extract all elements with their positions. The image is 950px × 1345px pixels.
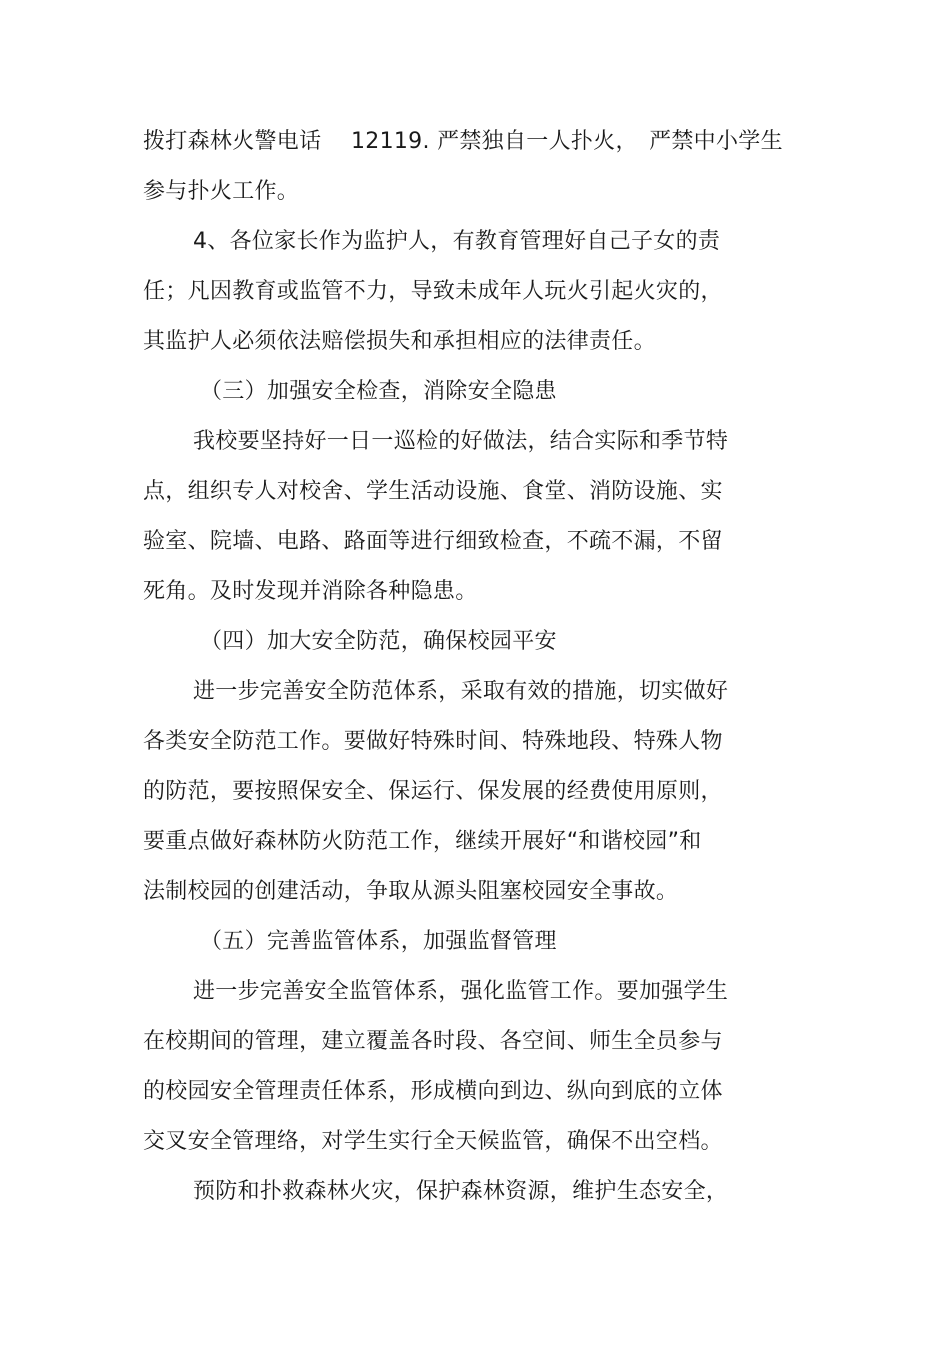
text-line: 其监护人必须依法赔偿损失和承担相应的法律责任。 xyxy=(143,329,656,354)
text-line: 拨打森林火警电话 12119. 严禁独自一人扑火， 严禁中小学生 xyxy=(143,129,783,154)
text-line: 的校园安全管理责任体系，形成横向到边、纵向到底的立体 xyxy=(143,1079,723,1104)
text-line: 进一步完善安全监管体系，强化监管工作。要加强学生 xyxy=(193,979,729,1004)
text-line: 验室、院墙、电路、路面等进行细致检查，不疏不漏，不留 xyxy=(143,529,723,554)
text-line: 交叉安全管理络，对学生实行全天候监管，确保不出空档。 xyxy=(143,1129,723,1154)
text-line: 4、各位家长作为监护人，有教育管理好自己子女的责 xyxy=(193,229,721,254)
section-heading: （四）加大安全防范，确保校园平安 xyxy=(200,629,557,654)
text-line: 点，组织专人对校舍、学生活动设施、食堂、消防设施、实 xyxy=(143,479,723,504)
section-heading: （三）加强安全检查，消除安全隐患 xyxy=(200,379,557,404)
text-line: 我校要坚持好一日一巡检的好做法，结合实际和季节特 xyxy=(193,429,729,454)
text-line: 死角。及时发现并消除各种隐患。 xyxy=(143,579,478,604)
text-line: 预防和扑救森林火灾，保护森林资源，维护生态安全， xyxy=(193,1179,729,1204)
text-line: 参与扑火工作。 xyxy=(143,179,300,204)
text-line: 各类安全防范工作。要做好特殊时间、特殊地段、特殊人物 xyxy=(143,729,723,754)
text-line: 要重点做好森林防火防范工作，继续开展好“和谐校园”和 xyxy=(143,829,702,854)
text-line: 在校期间的管理，建立覆盖各时段、各空间、师生全员参与 xyxy=(143,1029,723,1054)
text-line: 法制校园的创建活动，争取从源头阻塞校园安全事故。 xyxy=(143,879,679,904)
text-line: 任；凡因教育或监管不力，导致未成年人玩火引起火灾的， xyxy=(143,279,723,304)
text-line: 的防范，要按照保安全、保运行、保发展的经费使用原则， xyxy=(143,779,723,804)
section-heading: （五）完善监管体系，加强监督管理 xyxy=(200,929,557,954)
text-line: 进一步完善安全防范体系，采取有效的措施，切实做好 xyxy=(193,679,729,704)
